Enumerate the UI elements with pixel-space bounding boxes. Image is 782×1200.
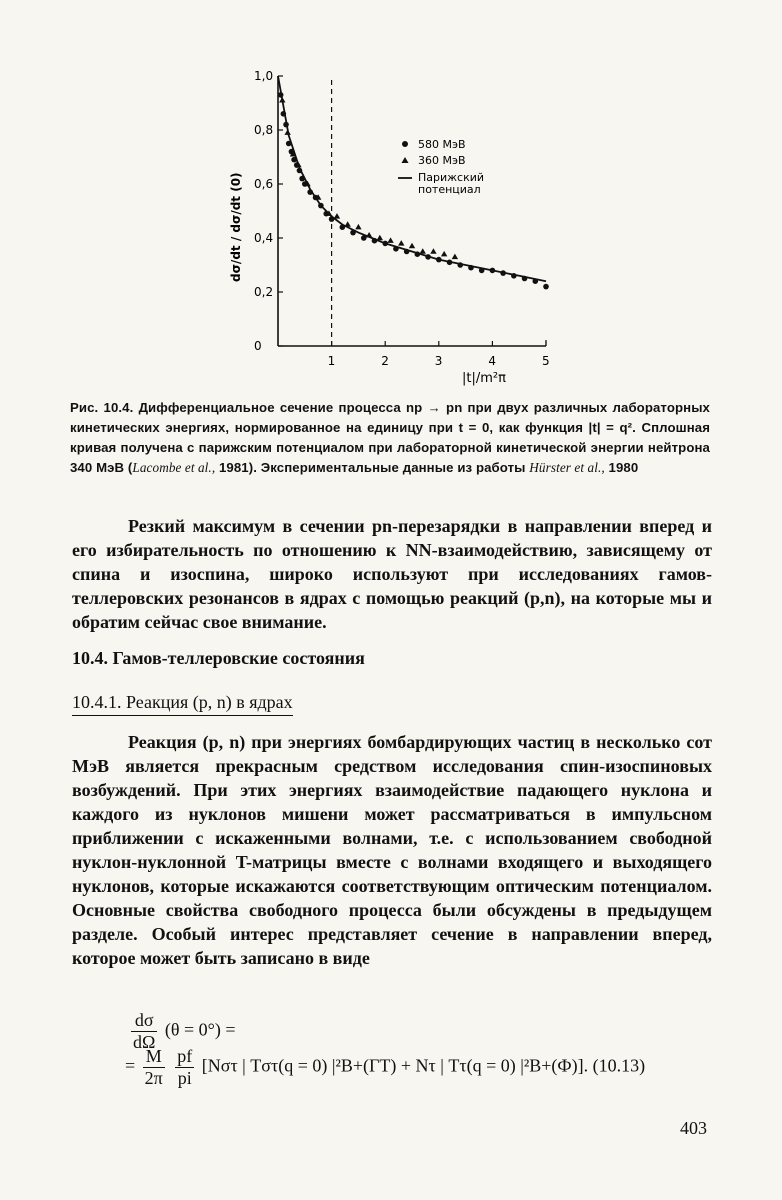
data-point-580 <box>468 265 474 271</box>
data-point-580 <box>299 176 305 182</box>
caption-text-2: 1981). Экспериментальные данные из работы <box>215 460 530 475</box>
data-point-580 <box>425 254 431 260</box>
equation-body: [Nστ | Tστ(q = 0) |²B+(ГТ) + Nτ | Tτ(q = 0) |²B+(Ф)]. <box>201 1055 589 1076</box>
data-point-580 <box>283 122 289 128</box>
chart-x-label: |t|/m²π <box>462 371 506 386</box>
data-point-580 <box>340 224 346 230</box>
caption-text-3: 1980 <box>604 460 639 475</box>
paragraph-2: Реакция (p, n) при энергиях бомбардирующих частиц в несколько сот МэВ является прекрасным средством исследования спин-изоспиновых возбуждений. При этих энергиях взаимодействие падающего нуклона и каждого из нуклонов мишени может рассматриваться в импульсном приближении с искаженными волнами, т.е. с использованием свободной нуклон-нуклонной T-матрицы вместе с волнами входящего и выходящего нуклонов, которые искажаются соответствующим оптическим потенциалом. Основные свойства свободного процесса были обсуждены в предыдущем разделе. Особый интерес представляет сечение в направлении вперед, которое может быть записано в виде <box>72 732 712 968</box>
legend-item-360: 360 МэВ <box>418 154 466 167</box>
chart-ticks-group <box>254 69 550 368</box>
fraction-m-2pi <box>143 1046 165 1089</box>
chart-axes <box>278 76 546 346</box>
data-point-580 <box>436 257 442 263</box>
y-tick-label: 0,2 <box>254 285 274 299</box>
equation-lhs-arg: (θ = 0°) = <box>164 1019 236 1040</box>
equation-rhs <box>125 1046 645 1089</box>
data-point-580 <box>404 249 410 255</box>
data-point-360 <box>344 221 350 227</box>
data-point-360 <box>430 248 436 254</box>
y-tick-label: 0,8 <box>254 123 274 137</box>
legend-item-paris-2: потенциал <box>418 183 481 196</box>
legend-circle-marker <box>402 141 408 147</box>
figure-caption <box>70 398 710 478</box>
data-point-580 <box>457 262 463 268</box>
data-point-580 <box>543 284 549 290</box>
legend-triangle-marker <box>402 157 409 163</box>
data-point-580 <box>297 168 303 174</box>
frac-den: pi <box>177 1068 192 1088</box>
data-point-580 <box>307 189 313 195</box>
caption-ref-2: Hürster et al., <box>529 460 605 475</box>
data-point-580 <box>361 235 367 241</box>
data-point-580 <box>500 270 506 276</box>
page-number: 403 <box>680 1118 707 1138</box>
data-point-360 <box>387 237 393 243</box>
data-point-580 <box>393 246 399 252</box>
data-point-360 <box>398 240 404 246</box>
data-point-360 <box>279 97 285 103</box>
data-point-580 <box>511 273 517 279</box>
frac-num: dσ <box>131 1010 157 1032</box>
data-point-360 <box>377 235 383 241</box>
data-point-580 <box>479 268 485 274</box>
x-tick-label: 5 <box>542 354 550 368</box>
data-point-580 <box>281 111 287 117</box>
caption-text-1: Дифференциальное сечение процесса np → pn при двух различных лабораторных кинетических энергиях, нормированное на единицу при t = 0, как функция |t| = q². Сплошная кривая получена с парижским потенциалом при лабораторной кинетической энергии нейтрона 340 МэВ ( <box>70 400 710 475</box>
data-point-580 <box>447 260 453 266</box>
data-point-580 <box>318 203 324 209</box>
data-point-580 <box>291 157 297 163</box>
data-point-580 <box>415 251 421 257</box>
fraction-pf-pi <box>175 1046 194 1089</box>
data-point-360 <box>284 129 290 135</box>
x-tick-label: 2 <box>381 354 389 368</box>
y-tick-label: 0,6 <box>254 177 274 191</box>
data-point-580 <box>278 92 284 98</box>
caption-lead: Рис. 10.4. <box>70 400 134 415</box>
data-point-360 <box>420 248 426 254</box>
frac-num: pf <box>177 1046 193 1066</box>
cross-section-chart <box>200 60 580 400</box>
data-point-580 <box>350 230 356 236</box>
equation-number: (10.13) <box>592 1055 646 1076</box>
data-point-360 <box>366 232 372 238</box>
data-point-580 <box>329 216 335 222</box>
data-point-360 <box>355 224 361 230</box>
equation-prefix: = <box>125 1055 136 1076</box>
data-point-580 <box>382 241 388 247</box>
chart-legend <box>398 138 484 196</box>
legend-item-580: 580 МэВ <box>418 138 466 151</box>
paragraph-1: Резкий максимум в сечении pn-перезарядки в направлении вперед и его избирательность по отношению к NN-взаимодействию, зависящему от спина и изоспина, широко используют при исследованиях гамов-теллеровских резонансов в ядрах с помощью реакций (p,n), на которые мы и обратим сейчас свое внимание. <box>72 516 712 632</box>
data-point-580 <box>286 141 292 147</box>
data-point-580 <box>532 278 538 284</box>
chart-points-group <box>278 92 549 289</box>
data-point-360 <box>441 251 447 257</box>
data-point-360 <box>452 254 458 260</box>
y-tick-label: 0 <box>254 339 262 353</box>
y-tick-label: 1,0 <box>254 69 274 83</box>
caption-ref-1: Lacombe et al., <box>132 460 216 475</box>
subsection-title: 10.4.1. Реакция (p, n) в ядрах <box>72 692 293 716</box>
x-tick-label: 3 <box>434 354 443 368</box>
y-tick-label: 0,4 <box>254 231 274 245</box>
data-point-580 <box>372 238 378 244</box>
frac-num: M <box>143 1046 165 1068</box>
frac-den: 2π <box>144 1068 163 1088</box>
frac-den: dΩ <box>133 1032 156 1052</box>
x-tick-label: 4 <box>488 354 497 368</box>
data-point-360 <box>409 243 415 249</box>
chart-y-label: dσ/dt / dσ/dt (0) <box>229 172 243 282</box>
legend-item-paris-1: Парижский <box>418 171 485 184</box>
data-point-360 <box>334 213 340 219</box>
data-point-580 <box>522 276 528 282</box>
x-tick-label: 1 <box>327 354 336 368</box>
section-title: 10.4. Гамов-теллеровские состояния <box>72 648 365 668</box>
data-point-580 <box>490 268 496 274</box>
